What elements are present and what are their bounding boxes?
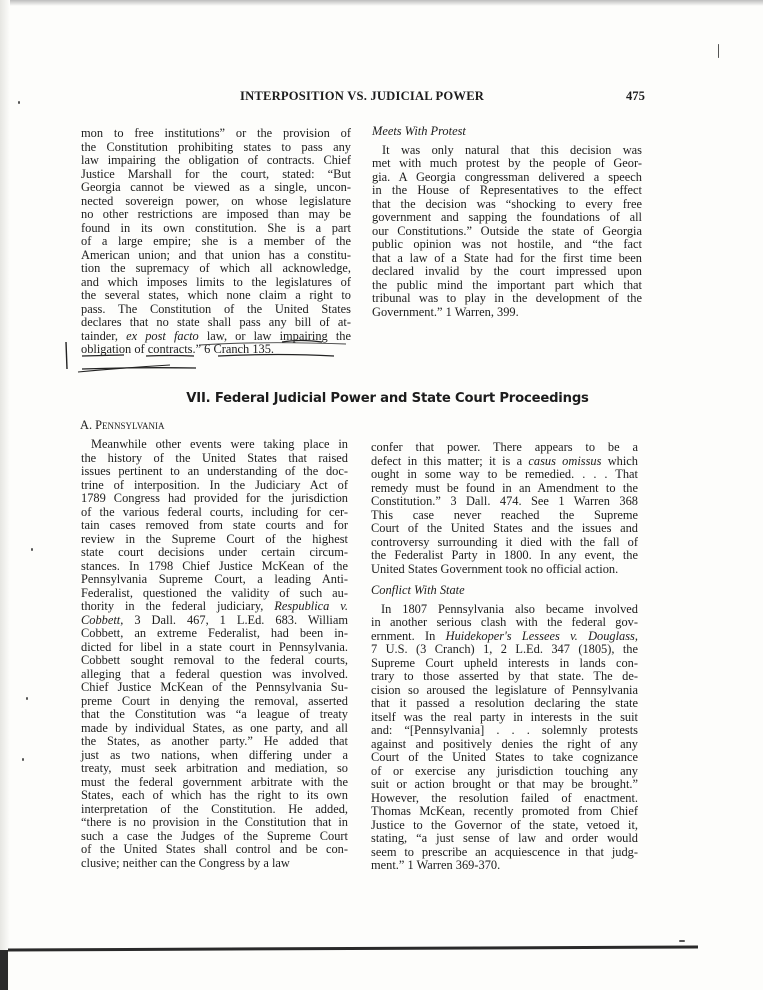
text-line: the States, as another party.” He added that	[81, 734, 348, 748]
text-line: thority in the federal judiciary, Respublica v.	[81, 599, 348, 613]
text-line: no other restrictions are imposed than may be	[81, 207, 351, 221]
text-line: Federalist, questioned the validity of such au-	[81, 585, 348, 600]
text-line: law impairing the obligation of contracts. Chief	[81, 153, 351, 167]
bottom-right-column	[371, 441, 638, 873]
text-line: against and positively denies the right of any	[371, 736, 638, 751]
text-line: itself was the real party in interests in the suit	[371, 709, 638, 724]
text-line: United States Government took no official action.	[371, 561, 619, 576]
scan-speck	[718, 44, 719, 58]
scan-left-edge	[0, 0, 10, 990]
text-line: tribunal was to play in the development of the	[372, 291, 642, 305]
text-line: the Constitution prohibiting states to pass any	[81, 139, 351, 154]
subheading-meets-with-protest: Meets With Protest	[372, 124, 466, 138]
text-line: nected sovereign power, on whose legislature	[81, 193, 351, 208]
page-number: 475	[626, 89, 645, 103]
scan-bottom-rule	[8, 945, 698, 951]
section-heading	[0, 391, 763, 406]
text-line: gia. A Georgia congressman delivered a speech	[372, 169, 642, 184]
text-line: and: “[Pennsylvania] . . . solemnly protests	[371, 723, 638, 737]
text-line: interpretation of the Constitution. He added,	[81, 801, 348, 816]
text-line: pass. The Constitution of the United States	[81, 301, 351, 316]
text-line: issues pertinent to an understanding of the doc-	[81, 464, 348, 478]
text-line: controversy surrounding it died with the fall of	[371, 534, 638, 549]
text-line: 1789 Congress had provided for the jurisdiction	[81, 491, 348, 505]
bottom-right-paragraph-1	[371, 441, 638, 576]
text-line: of or exercise any jurisdiction touching any	[371, 763, 638, 778]
text-line: Georgia cannot be viewed as a single, uncon-	[81, 180, 351, 194]
scan-speck	[31, 548, 33, 551]
text-line: preme Court in denying the removal, asserted	[81, 693, 348, 708]
text-line: the public mind the important part which that	[372, 277, 642, 292]
text-line: Court of the United States to take cognizance	[371, 750, 638, 764]
text-line: However, the resolution failed of enactment.	[371, 790, 638, 805]
text-line: such a case the Judges of the Supreme Court	[81, 828, 348, 843]
running-title: INTERPOSITION VS. JUDICIAL POWER	[240, 89, 485, 103]
text-line: the Federalist Party in 1800. In any event, the	[371, 548, 638, 562]
text-line: treaty, must seek arbitration and mediation, so	[81, 761, 348, 775]
text-line: that it passed a resolution declaring the state	[371, 696, 638, 710]
text-line: remedy must be found in an Amendment to the	[371, 480, 638, 495]
text-line: that the decision was “shocking to every free	[372, 196, 642, 211]
text-line: seem to prescribe an acquiescence in that judg-	[371, 844, 638, 859]
text-line: must the federal government arbitrate with the	[81, 774, 348, 789]
text-line: trine of interposition. In the Judiciary Act of	[81, 477, 348, 492]
text-line: defect in this matter; it is a casus omissus which	[371, 453, 638, 468]
text-line: made by individual States, as one party, and all	[81, 720, 348, 735]
text-line: tainder, ex post facto law, or law impairing the	[81, 328, 351, 343]
scan-speck	[26, 697, 28, 700]
text-line: obligation of contracts.” 6 Cranch 135.	[81, 342, 275, 356]
text-line: Thomas McKean, recently promoted from Chief	[371, 804, 638, 818]
page-header	[0, 89, 763, 105]
text-line: Supreme Court upheld interests in lands con-	[371, 655, 638, 670]
text-line: In 1807 Pennsylvania also became involved	[381, 601, 638, 616]
text-line: cision so aroused the legislature of Pennsylvania	[371, 682, 638, 697]
subsection-letter: A.	[80, 418, 93, 432]
scan-corner-mark	[0, 950, 8, 990]
text-line: stances. In 1798 Chief Justice McKean of the	[81, 558, 348, 573]
text-line: This case never reached the Supreme	[371, 507, 638, 522]
text-line: suit or action brought or that may be brought.”	[371, 777, 638, 791]
text-line: ment.” 1 Warren 369-370.	[371, 858, 501, 872]
top-right-paragraph	[372, 144, 642, 320]
text-line: clusive; neither can the Congress by a law	[81, 855, 290, 870]
section-heading-text: VII. Federal Judicial Power and State Court Proceedings	[186, 391, 589, 406]
text-line: that the Constitution was “a league of treaty	[81, 707, 348, 721]
text-line: trary to those asserted by that state. The de-	[371, 669, 638, 683]
text-line: American union; and that union has a constitu-	[81, 247, 351, 262]
text-line: Court of the United States and the issues and	[371, 521, 638, 535]
text-line: Justice to the Governor of the state, vetoed it,	[371, 817, 638, 832]
text-line: of a large empire; she is a member of the	[81, 234, 351, 248]
scan-top-edge	[0, 0, 763, 6]
text-line: Justice Marshall for the court, stated: “But	[81, 166, 351, 181]
text-line: Cobbett, 3 Dall. 467, 1 L.Ed. 683. William	[81, 612, 348, 627]
text-line: of the United States shall control and be con-	[81, 842, 348, 856]
text-line: tain cases removed from state courts and for	[81, 518, 348, 532]
text-line: state court decisions under certain circum-	[81, 545, 348, 559]
text-line: just as two nations, when differing under a	[81, 747, 348, 762]
text-line: of the various federal courts, including for cer-	[81, 504, 348, 519]
bottom-left-column	[81, 438, 348, 870]
text-line: the history of the United States that raised	[81, 450, 348, 465]
subsection-label	[80, 418, 165, 433]
text-line: that a law of a State had for the first time been	[372, 250, 642, 265]
text-line: public opinion was not hostile, and “the fact	[372, 237, 642, 251]
subheading-conflict-with-state: Conflict With State	[371, 583, 465, 597]
scan-speck	[679, 940, 685, 942]
text-line: ernment. In Huidekoper's Lessees v. Douglass,	[371, 628, 638, 643]
text-line: mon to free institutions” or the provision of	[81, 126, 351, 140]
text-line: Meanwhile other events were taking place in	[91, 437, 348, 451]
subsection-title: Pennsylvania	[95, 418, 165, 432]
text-line: and which imposes limits to the legislatures of	[81, 274, 351, 289]
bottom-right-paragraph-2	[371, 603, 638, 873]
text-line: in another serious clash with the federal gov-	[371, 615, 638, 629]
text-line: stating, “a just sense of law and order would	[371, 831, 638, 845]
text-line: ought in some way to be remedied. . . . That	[371, 467, 638, 481]
text-line: declared invalid by the court impressed upon	[372, 264, 642, 278]
text-line: States, each of which has the right to its own	[81, 788, 348, 802]
text-line: alleging that a federal question was involved.	[81, 666, 348, 681]
text-line: 7 U.S. (3 Cranch) 1, 2 L.Ed. 347 (1805), the	[371, 642, 638, 656]
text-line: Pennsylvania Supreme Court, a leading Anti-	[81, 572, 348, 586]
top-right-column	[372, 125, 642, 319]
text-line: met with much protest by the people of Geor-	[372, 156, 642, 170]
text-line: declares that no state shall pass any bill of at-	[81, 315, 351, 329]
text-line: Chief Justice McKean of the Pennsylvania Su-	[81, 680, 348, 694]
text-line: tion the supremacy of which all acknowledge,	[81, 261, 351, 275]
text-line: in the House of Representatives to the effect	[372, 183, 642, 197]
text-line: Cobbett sought removal to the federal courts,	[81, 653, 348, 667]
text-line: It was only natural that this decision was	[382, 142, 642, 157]
text-line: government and sapping the foundations of all	[372, 210, 642, 224]
text-line: review in the Supreme Court of the highest	[81, 531, 348, 546]
text-line: dicted for libel in a state court in Pennsylvania.	[81, 639, 348, 654]
text-line: confer that power. There appears to be a	[371, 440, 638, 454]
text-line: Constitution.” 3 Dall. 474. See 1 Warren 368	[371, 494, 638, 508]
text-line: the several states, which none claim a right to	[81, 288, 351, 302]
text-line: found in its own constitution. She is a part	[81, 220, 351, 235]
scan-speck	[22, 758, 24, 761]
text-line: “there is no provision in the Constitution that in	[81, 815, 348, 829]
text-line: our Constitutions.” Outside the state of Georgia	[372, 223, 642, 238]
text-line: Cobbett, an extreme Federalist, had been in-	[81, 626, 348, 640]
top-left-column	[81, 127, 351, 357]
text-line: Government.” 1 Warren, 399.	[372, 304, 519, 319]
